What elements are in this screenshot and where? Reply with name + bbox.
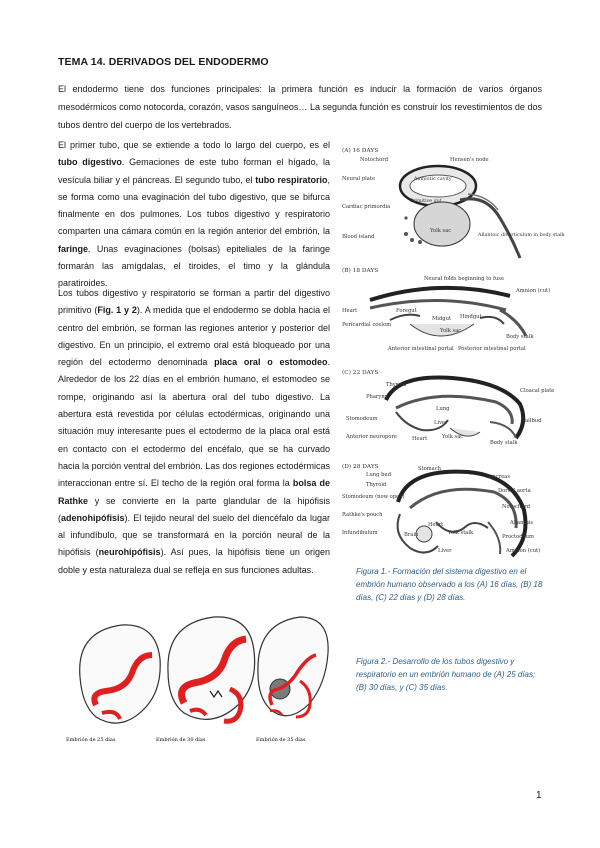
panel-a-title: (A) 16 DAYS [342,148,379,154]
label-rathkes-pouch: Rathke's pouch [342,512,383,518]
label-anterior-neuropore: Anterior neuropore [346,434,397,440]
label-body-stalk-b: Body stalk [506,334,534,340]
label-foregut: Foregut [396,308,417,314]
label-allantois: Allantois [510,520,534,526]
intro-paragraph: El endodermo tiene dos funciones principales: la primera función es inducir la formación de varios órganos mesodérmicos como notocorda, corazón, vasos sanguíneos… La segunda función es construir los revestimientos de dos tubos dentro del cuerpo de los vertebrados. [58,84,542,130]
page-title: TEMA 14. DERIVADOS DEL ENDODERMO [58,56,269,68]
label-lung-c: Lung [436,406,450,412]
label-stomodeum-c: Stomodeum [346,416,378,422]
label-embryo-25: Embrión de 25 días [66,737,116,743]
label-thyroid-c: Thyroid [386,382,407,388]
label-thyroid-d: Thyroid [366,482,387,488]
label-heart-c: Heart [412,436,428,442]
label-stomach: Stomach [418,466,442,472]
paragraph-primitive-gut: Los tubos digestivo y respiratorio se forman a partir del digestivo primitivo (Fig. 1 y 2). A medida que el endodermo se dobla hacia el centro del embrión, se forman las regiones anterior y posterior del digestivo. En un principio, el extremo oral está bloqueado por una región del ectodermo denominada placa oral o estomodeo. Alrededor de los 22 días en el embrión humano, el estomodeo se rompe, originando así la abertura oral del tubo digestivo. La abertura está revestida por células ectodérmicas, originando una situación muy interesante pues el ectodermo de la placa oral está en contacto con el ectodermo del encéfalo, que se ha curvado hacia la porción ventral del embrión. Las dos regiones ectodérmicas interaccionan entre sí. El techo de la región oral forma la bolsa de Rathke y se convierte en la parte glandular de la hipófisis (adenohipófisis). El tejido neural del suelo del diencéfalo da lugar al infundíbulo, que se transformará en la porción neural de la hipófisis (neurohipófisis). Así pues, la hipófisis tiene un origen doble y esta naturaleza dual se refleja en sus funciones adultas. [58,288,330,575]
figure-1-caption: Figura 1.- Formación del sistema digestivo en el embrión humano observado a los (A) 16 días, (B) 18 días, (C) 22 días y (D) 28 días. [356,567,543,602]
label-notochord: Notochord [360,157,389,163]
label-midgut: Midgut [432,316,452,322]
label-notochord-d: Notochord [502,504,531,510]
label-primitive-gut: Primitive gut [410,199,442,204]
label-hensens-node: Hensen's node [450,157,489,163]
label-yolk-sac-b: Yolk sac [440,328,462,334]
label-brain: Brain [404,532,419,538]
label-heart-d: Heart [428,522,444,528]
figure-2-embryo-35-days [256,617,328,743]
label-amnion-cut-b: Amnion (cut) [516,288,551,294]
label-neural-plate: Neural plate [342,176,376,182]
figure-1-embryo-diagrams [340,142,565,562]
figure-2-embryo-30-days [156,617,255,743]
label-neural-folds: Neural folds beginning to fuse [424,276,505,282]
label-allantoic-diverticulum: Allantoic diverticulum in body stalk [478,233,565,238]
figure-2-embryo-drawings [60,607,332,747]
label-heart-b: Heart [342,308,358,314]
label-amniotic-cavity: Amniotic cavity [414,177,452,182]
label-proctodeum: Proctodeum [502,534,534,540]
page-number: 1 [536,790,542,801]
figure-2-embryo-25-days [66,625,160,743]
label-hindgut: Hindgut [460,314,482,320]
label-pancreas: Pancreas [486,474,510,480]
label-body-stalk-c: Body stalk [490,440,518,446]
label-embryo-35: Embrión de 35 días [256,737,306,743]
label-yolk-stalk: Yolk stalk [448,530,474,536]
label-yolk-sac-a: Yolk sac [430,228,452,234]
label-amnion-cut-d: Amnion (cut) [506,548,541,554]
label-yolk-sac-c: Yolk sac [442,434,464,440]
label-liver-d: Liver [438,548,452,554]
label-blood-island: Blood island [342,234,375,240]
label-tailbud: Tailbud [522,418,542,424]
figure-1-panel-b [342,267,550,352]
figure-1-panel-a [342,147,565,258]
panel-c-title: (C) 22 DAYS [342,370,379,376]
label-pharynx: Pharynx [366,394,388,400]
label-pericardial-coelom: Pericardial coelom [342,322,392,328]
figure-1-panel-d [342,463,540,556]
figure-2-caption: Figura 2.- Desarrollo de los tubos digestivo y respiratorio en un embrión humano de (A) 25 días; (B) 30 días, y (C) 35 días. [356,657,536,692]
label-posterior-intestinal-portal: Posterior intestinal portal [458,346,526,352]
figure-1-panel-c [342,369,554,446]
label-cardiac-primordia: Cardiac primordia [342,204,391,210]
label-liver-c: Liver [434,420,448,426]
paragraph-first-tube: El primer tubo, que se extiende a todo lo largo del cuerpo, es el tubo digestivo. Gemaciones de este tubo forman el hígado, la vesícula biliar y el páncreas. El segundo tubo, el tubo respiratorio, se forma como una evaginación del tubo digestivo, que se bifurca finalmente en dos pulmones. Los tubos digestivo y respiratorio comparten una cámara común en la región anterior del embrión, la faringe. Unas evaginaciones (bolsas) epiteliales de la faringe formarán las amígdalas, el tiroides, el timo y la glándula paratiroides. [58,140,330,289]
label-cloacal-plate: Cloacal plate [520,388,555,394]
label-anterior-intestinal-portal: Anterior intestinal portal [388,346,454,352]
panel-d-title: (D) 28 DAYS [342,464,379,470]
label-infundibulum: Infundibulum [342,530,378,536]
label-embryo-30: Embrión de 30 días [156,737,206,743]
label-lung-bud: Lung bud [366,472,392,478]
panel-b-title: (B) 18 DAYS [342,268,379,274]
label-dorsal-aorta: Dorsal aorta [498,488,531,494]
label-stomodeum-open: Stomodeum (now open) [342,494,405,500]
